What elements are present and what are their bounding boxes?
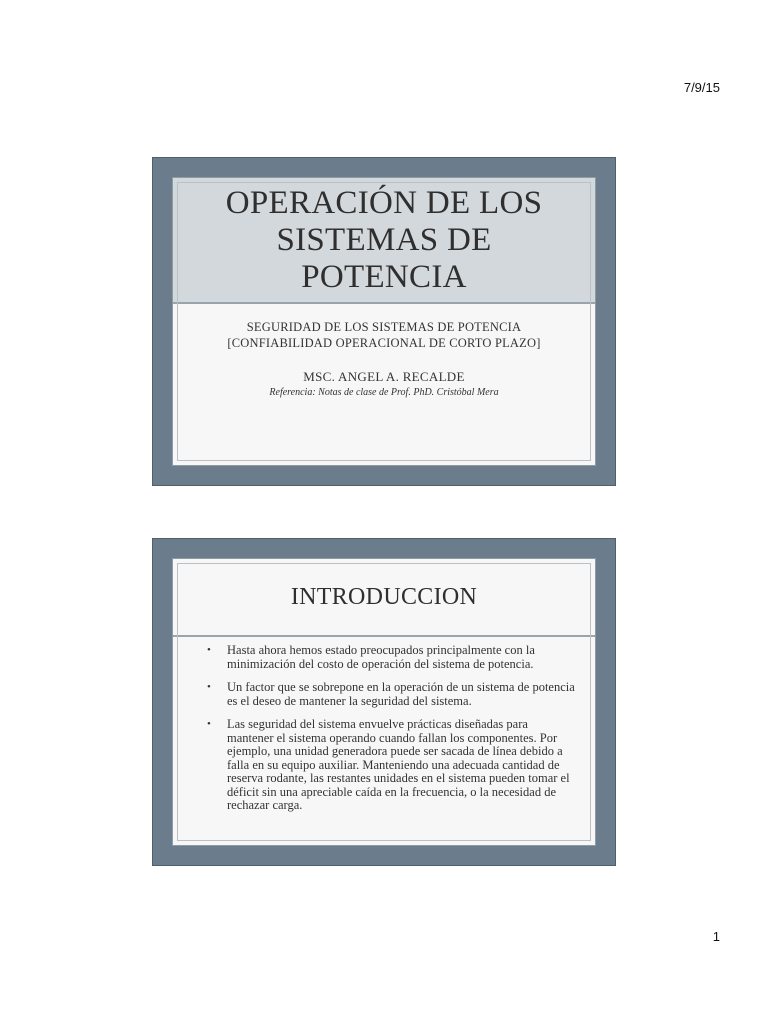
introduction-slide: [152, 538, 616, 866]
author-name: MSC. ANGEL A. RECALDE: [303, 369, 465, 384]
bullet-text: Las seguridad del sistema envuelve prácticas diseñadas para mantener el sistema operando cuando fallan los componentes. Por ejemplo, una unidad generadora puede ser sacada de línea debido a falla en su equipo auxiliar. Manteniendo una adecuada cantidad de reserva rodante, las restantes unidades en el sistema pueden tomar el déficit sin una apreciable caída en la frecuencia, o la necesidad de rechazar carga.: [227, 717, 570, 812]
bullet-icon: •: [207, 718, 211, 730]
slide-subtitle-line1: SEGURIDAD DE LOS SISTEMAS DE POTENCIA: [246, 320, 522, 334]
bullet-icon: •: [207, 681, 211, 693]
page-date: 7/9/15: [683, 80, 720, 95]
list-item: [207, 681, 577, 708]
intro-title: INTRODUCCION: [290, 583, 478, 610]
title-slide: [152, 157, 616, 486]
bullet-text: Un factor que se sobrepone en la operación de un sistema de potencia es el deseo de mantener la seguridad del sistema.: [227, 680, 575, 708]
slide-title: OPERACIÓN DE LOS SISTEMAS DE POTENCIA: [225, 184, 543, 295]
list-item: [207, 644, 577, 671]
bullet-text: Hasta ahora hemos estado preocupados principalmente con la minimización del costo de operación del sistema de potencia.: [227, 643, 535, 671]
subtitle-block: [173, 319, 595, 398]
title-band: [173, 178, 595, 304]
reference-note: Referencia: Notas de clase de Prof. PhD. Cristóbal Mera: [269, 387, 499, 398]
page-number: 1: [712, 929, 720, 944]
bullet-icon: •: [207, 644, 211, 656]
introduction-slide-content: [173, 559, 595, 845]
bullet-list: [207, 644, 577, 823]
list-item: [207, 718, 577, 813]
intro-title-band: [173, 559, 595, 637]
title-slide-content: [173, 178, 595, 465]
slide-subtitle-line2: [CONFIABILIDAD OPERACIONAL DE CORTO PLAZO]: [227, 336, 541, 350]
